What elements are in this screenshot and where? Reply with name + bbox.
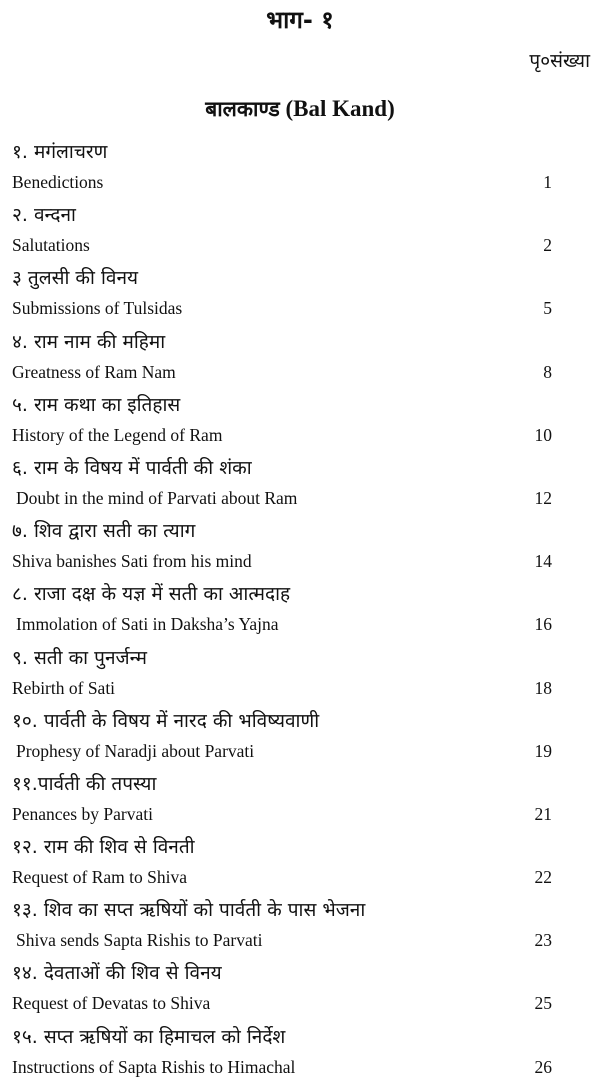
toc-entry-english-title: Rebirth of Sati [12, 677, 116, 698]
toc-entry-hindi-title: ५. राम कथा का इतिहास [12, 393, 181, 416]
toc-entry-page-number: 14 [534, 551, 552, 572]
toc-entry [12, 894, 552, 957]
table-of-contents [12, 136, 552, 1084]
toc-entry-english-title: Prophesy of Naradji about Parvati [16, 740, 255, 761]
toc-entry-hindi-title: १३. शिव का सप्त ऋषियों को पार्वती के पास भेजना [12, 899, 366, 922]
toc-entry [12, 578, 552, 641]
toc-entry [12, 262, 552, 325]
toc-entry-hindi-title: ३ तुलसी की विनय [12, 267, 139, 290]
toc-entry-hindi-title: १५. सप्त ऋषियों का हिमाचल को निर्देश [12, 1025, 286, 1048]
toc-entry-hindi-title: ७. शिव द्वारा सती का त्याग [12, 520, 196, 543]
toc-entry [12, 326, 552, 389]
toc-entry-english-title: Submissions of Tulsidas [12, 298, 183, 319]
toc-entry [12, 705, 552, 768]
section-title-hindi: बालकाण्ड [205, 97, 280, 121]
toc-entry-page-number: 16 [534, 614, 552, 635]
section-title-english: (Bal Kand) [285, 96, 395, 121]
toc-entry-english-title: Immolation of Sati in Daksha’s Yajna [16, 614, 279, 635]
toc-entry-page-number: 8 [543, 361, 552, 382]
toc-entry-hindi-title: ६. राम के विषय में पार्वती की शंका [12, 456, 252, 479]
toc-entry-hindi-title: १०. पार्वती के विषय में नारद की भविष्यवाणी [12, 709, 320, 732]
toc-entry-english-title: Doubt in the mind of Parvati about Ram [16, 487, 298, 508]
toc-entry-english-title: Shiva sends Sapta Rishis to Parvati [16, 930, 263, 951]
toc-entry [12, 136, 552, 199]
toc-entry-hindi-title: ११.पार्वती की तपस्या [12, 772, 157, 795]
toc-entry-page-number: 21 [534, 803, 552, 824]
toc-entry-english-title: History of the Legend of Ram [12, 424, 223, 445]
toc-entry [12, 199, 552, 262]
toc-entry-english-title: Salutations [12, 235, 90, 256]
toc-entry-english-title: Greatness of Ram Nam [12, 361, 176, 382]
toc-entry [12, 642, 552, 705]
toc-entry-hindi-title: २. वन्दना [12, 204, 76, 227]
toc-entry-english-title: Instructions of Sapta Rishis to Himachal [12, 1056, 296, 1077]
toc-entry-hindi-title: ४. राम नाम की महिमा [12, 330, 166, 353]
toc-entry-page-number: 25 [534, 993, 552, 1014]
toc-entry [12, 452, 552, 515]
toc-entry-english-title: Request of Ram to Shiva [12, 867, 187, 888]
toc-entry [12, 1021, 552, 1084]
toc-entry-english-title: Shiva banishes Sati from his mind [12, 551, 252, 572]
section-title [0, 94, 600, 124]
toc-entry-page-number: 19 [534, 740, 552, 761]
page-number-column-header: पृ०संख्या [529, 50, 590, 72]
toc-entry-english-title: Penances by Parvati [12, 803, 153, 824]
toc-entry-page-number: 18 [534, 677, 552, 698]
toc-entry-page-number: 5 [543, 298, 552, 319]
toc-entry-page-number: 12 [534, 487, 552, 508]
part-title: भाग- १ [266, 6, 334, 34]
toc-entry-page-number: 26 [534, 1056, 552, 1077]
toc-entry-english-title: Benedictions [12, 172, 104, 192]
toc-entry-english-title: Request of Devatas to Shiva [12, 993, 211, 1014]
toc-entry-page-number: 2 [543, 235, 552, 256]
toc-entry-hindi-title: ९. सती का पुनर्जन्म [12, 646, 147, 669]
toc-entry-hindi-title: १२. राम की शिव से विनती [12, 836, 195, 859]
toc-entry [12, 768, 552, 831]
toc-entry-page-number: 23 [534, 930, 552, 951]
toc-entry-hindi-title: १४. देवताओं की शिव से विनय [12, 962, 222, 985]
toc-entry-hindi-title: ८. राजा दक्ष के यज्ञ में सती का आत्मदाह [12, 583, 291, 606]
toc-entry-page-number: 10 [534, 424, 552, 445]
toc-entry [12, 389, 552, 452]
toc-entry [12, 957, 552, 1020]
toc-entry [12, 831, 552, 894]
toc-entry-hindi-title: १. मगंलाचरण [12, 141, 108, 163]
toc-entry-page-number: 1 [543, 172, 552, 192]
toc-entry [12, 515, 552, 578]
toc-entry-page-number: 22 [534, 867, 552, 888]
